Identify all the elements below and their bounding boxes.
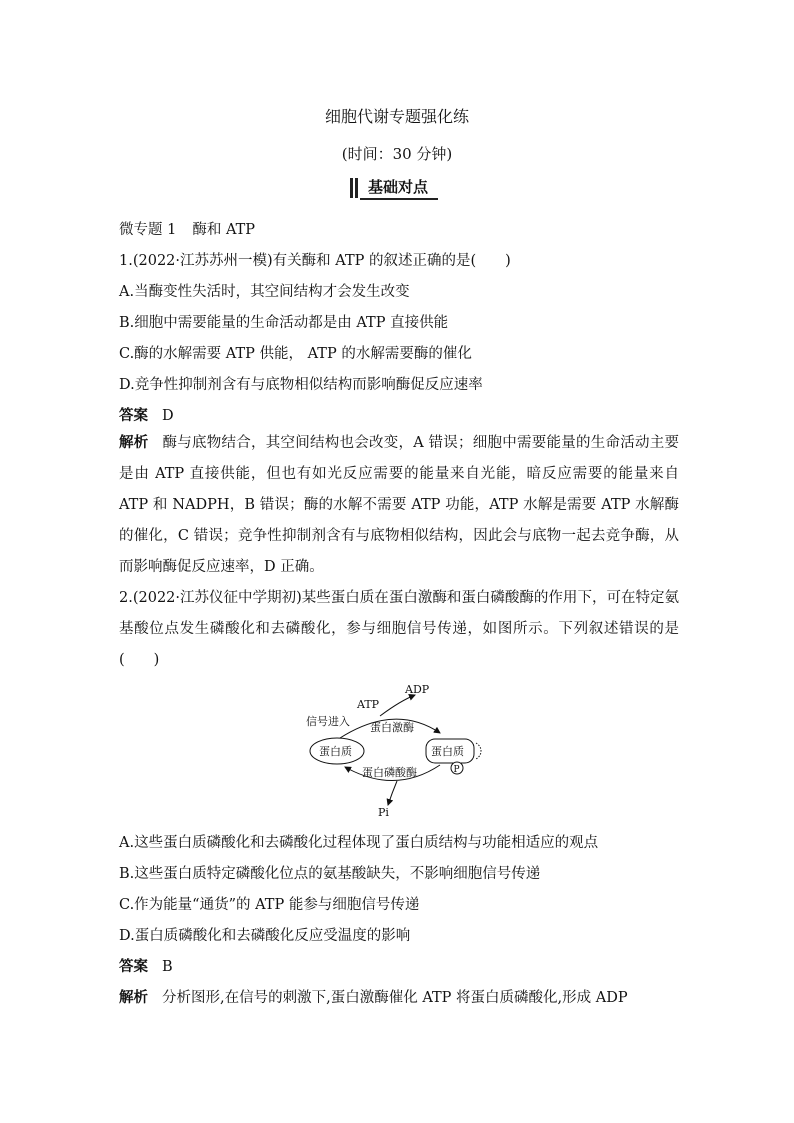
q2-stem: 2.(2022·江苏仪征中学期初)某些蛋白质在蛋白激酶和蛋白磷酸酶的作用下，可在特定氨基酸位点发生磷酸化和去磷酸化，参与细胞信号传递，如图所示。下列叙述错误的是( ) — [119, 590, 679, 668]
pi-arrow — [388, 781, 397, 805]
diagram-phosphatase: 蛋白磷酸酶 — [362, 766, 417, 779]
q1-analysis-label: 解析 — [119, 435, 149, 451]
q2-option-d: D.蛋白质磷酸化和去磷酸化反应受温度的影响 — [119, 928, 411, 944]
diagram-signal: 信号进入 — [306, 715, 350, 728]
q2-analysis-text: 分析图形,在信号的刺激下,蛋白激酶催化 ATP 将蛋白质磷酸化,形成 ADP — [162, 990, 628, 1006]
section-badge-label: 基础对点 — [360, 176, 438, 200]
q2-answer-label: 答案 — [119, 959, 148, 975]
page-subtitle: (时间：30 分钟) — [341, 145, 453, 163]
q1-answer-value: D — [162, 408, 174, 424]
q1-option-a: A.当酶变性失活时，其空间结构才会发生改变 — [119, 284, 410, 300]
section-badge — [350, 176, 438, 200]
q2-option-b: B.这些蛋白质特定磷酸化位点的氨基酸缺失，不影响细胞信号传递 — [119, 866, 541, 882]
q2-answer — [119, 955, 173, 976]
diagram-kinase: 蛋白激酶 — [370, 721, 414, 734]
topic-name: 酶和 ATP — [192, 222, 256, 238]
q1-option-b: B.细胞中需要能量的生命活动都是由 ATP 直接供能 — [119, 315, 449, 331]
badge-bar-icon — [355, 178, 358, 198]
q2-option-a: A.这些蛋白质磷酸化和去磷酸化过程体现了蛋白质结构与功能相适应的观点 — [119, 835, 599, 851]
badge-bar-icon — [350, 178, 353, 198]
q2-analysis — [119, 986, 628, 1007]
diagram-protein-right: 蛋白质 — [431, 745, 464, 758]
q2-answer-value: B — [162, 959, 173, 975]
q1-stem: 1.(2022·江苏苏州一模)有关酶和 ATP 的叙述正确的是( ) — [119, 253, 511, 269]
q1-answer — [119, 404, 174, 425]
phosphorylation-diagram — [300, 683, 490, 818]
receptor-edge-icon — [476, 743, 481, 759]
diagram-protein-left: 蛋白质 — [319, 745, 352, 758]
diagram-p: P — [453, 765, 460, 775]
diagram-adp: ADP — [405, 683, 430, 696]
q1-analysis — [119, 428, 679, 583]
diagram-pi: Pi — [378, 806, 389, 818]
topic-heading — [119, 218, 255, 239]
q2-option-c: C.作为能量“通货”的 ATP 能参与细胞信号传递 — [119, 897, 420, 913]
q1-option-c: C.酶的水解需要 ATP 供能， ATP 的水解需要酶的催化 — [119, 346, 472, 362]
q1-option-d: D.竞争性抑制剂含有与底物相似结构而影响酶促反应速率 — [119, 377, 483, 393]
q1-answer-label: 答案 — [119, 408, 148, 424]
q1-analysis-text: 酶与底物结合，其空间结构也会改变，A 错误；细胞中需要能量的生命活动主要是由 ATP 直接供能，但也有如光反应需要的能量来自光能，暗反应需要的能量来自 ATP 和 NADPH，B 错误；酶的水解不需要 ATP 功能，ATP 水解是需要 ATP 水解酶的催化，C 错误；竞争性抑制剂含有与底物相似结构，因此会与底物一起去竞争酶，从而影响酶促反应速率，D 正确。 — [119, 435, 680, 575]
page-title: 细胞代谢专题强化练 — [324, 107, 469, 126]
atp-adp-arrow — [380, 695, 415, 716]
topic-label: 微专题 1 — [119, 222, 177, 238]
q2-analysis-label: 解析 — [119, 990, 148, 1006]
diagram-atp: ATP — [357, 698, 380, 711]
